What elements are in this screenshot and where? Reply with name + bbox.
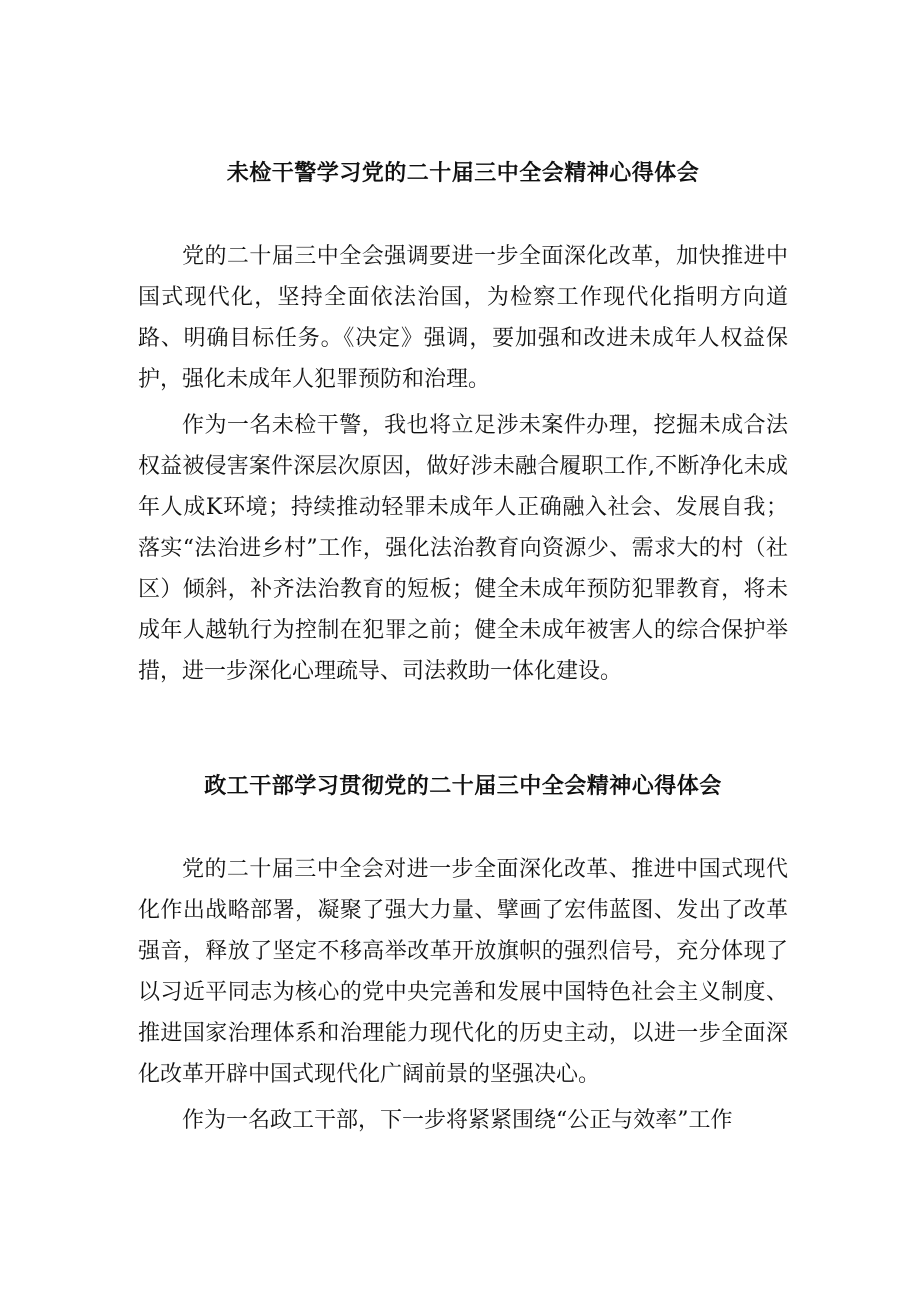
article-2-body — [138, 849, 788, 1141]
article-1-paragraph-2: 作为一名未检干警，我也将立足涉未案件办理，挖掘未成合法权益被侵害案件深层次原因，做好涉未融合履职工作,不断净化未成年人成K环境；持续推动轻罪未成年人正确融入社会、发展自我；落实“法治进乡村”工作，强化法治教育向资源少、需求大的村（社区）倾斜，补齐法治教育的短板；健全未成年预防犯罪教育，将未成年人越轨行为控制在犯罪之前；健全未成年被害人的综合保护举措，进一步深化心理疏导、司法救助一体化建设。 — [138, 413, 788, 684]
article-1-body — [138, 236, 788, 692]
article-1-title: 未检干警学习党的二十届三中全会精神心得体会 — [226, 161, 700, 186]
article-1 — [138, 158, 788, 697]
article-2-paragraph-1: 党的二十届三中全会对进一步全面深化改革、推进中国式现代化作出战略部署，凝聚了强大力量、擘画了宏伟蓝图、发出了改革强音，释放了坚定不移高举改革开放旗帜的强烈信号，充分体现了以习近平同志为核心的党中央完善和发展中国特色社会主义制度、推进国家治理体系和治理能力现代化的历史主动，以进一步全面深化改革开辟中国式现代化广阔前景的坚强决心。 — [138, 857, 788, 1087]
article-2-paragraph-2: 作为一名政工干部，下一步将紧紧围绕“公正与效率”工作 — [182, 1108, 733, 1133]
article-2 — [138, 771, 788, 1146]
article-2-title: 政工干部学习贯彻党的二十届三中全会精神心得体会 — [204, 774, 722, 799]
article-1-paragraph-1: 党的二十届三中全会强调要进一步全面深化改革，加快推进中国式现代化，坚持全面依法治国，为检察工作现代化指明方向道路、明确目标任务。《决定》强调，要加强和改进未成年人权益保护，强化未成年人犯罪预防和治理。 — [138, 244, 788, 392]
